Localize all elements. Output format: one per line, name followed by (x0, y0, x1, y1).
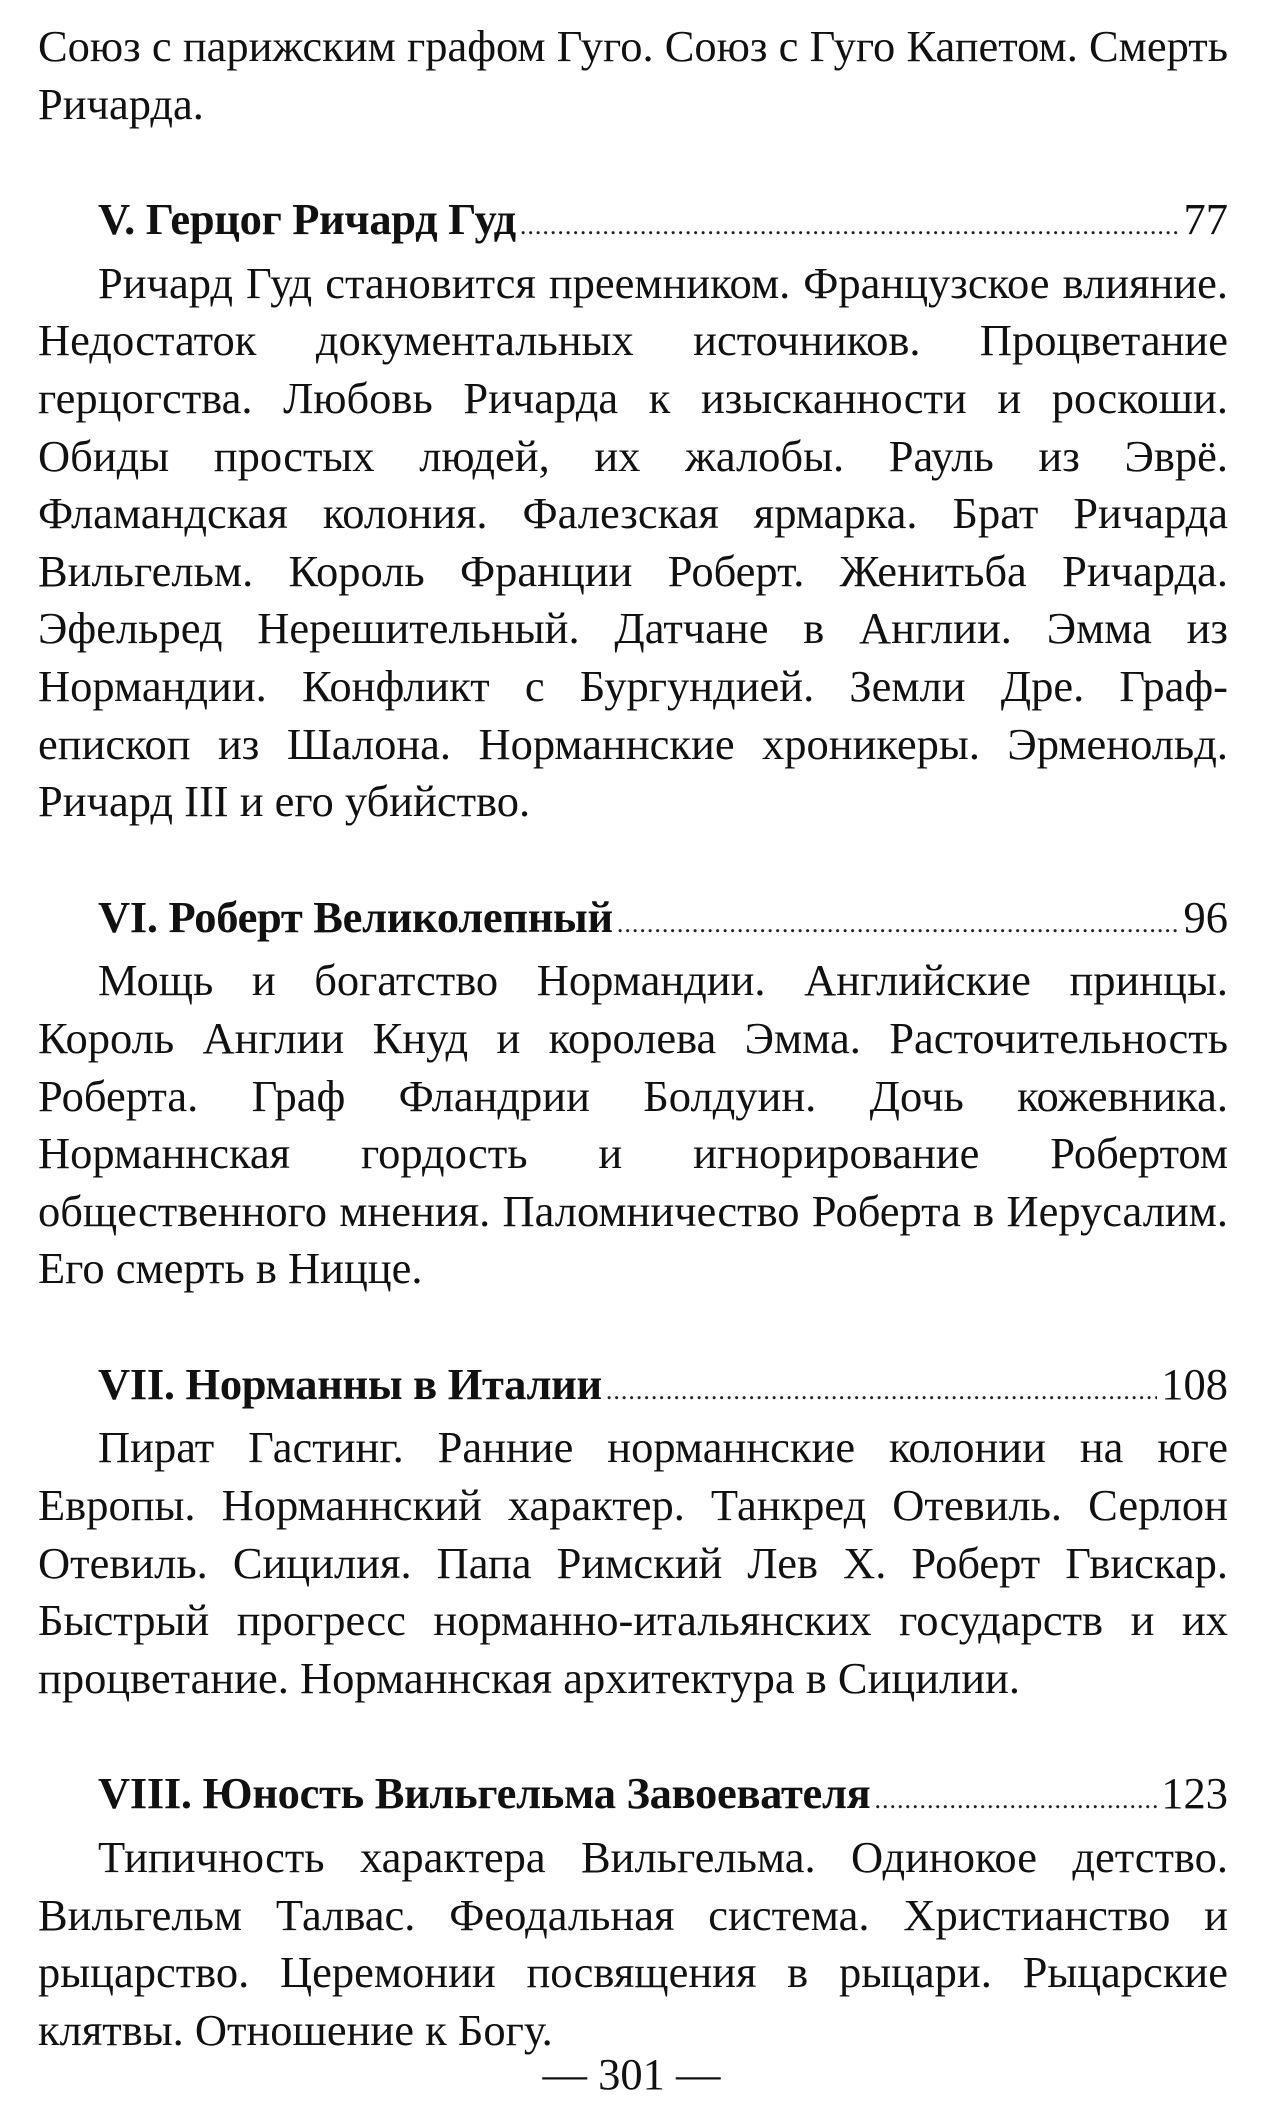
page-number-footer: — 301 — (542, 2049, 721, 2099)
chapter-title: V. Герцог Ричард Гуд (98, 194, 516, 245)
chapter-page-number: 77 (1183, 194, 1228, 245)
chapter-heading[interactable] (38, 191, 1228, 255)
chapter-summary: Мощь и богатство Нормандии. Английские принцы. Король Англии Кнуд и королева Эмма. Расточительность Роберта. Граф Фландрии Болдуин. Дочь кожевника. Норманнская гордость и игнорирование Робертом общественного мнения. Паломничество Роберта в Иерусалим. Его смерть в Ницце. (38, 955, 1228, 1294)
chapter-summary: Типичность характера Вильгельма. Одинокое детство. Вильгельм Талвас. Феодальная система. Христианство и рыцарство. Церемонии посвящения в рыцари. Рыцарские клятвы. Отношение к Богу. (38, 1832, 1228, 2055)
dot-leader (874, 1771, 1157, 1829)
chapter-summary: Ричард Гуд становится преемником. Французское влияние. Недостаток документальных источников. Процветание герцогства. Любовь Ричарда к изысканности и роскоши. Обиды простых людей, их жалобы. Рауль из Эврё. Фламандская колония. Фалезская ярмарка. Брат Ричарда Вильгельм. Король Франции Роберт. Женитьба Ричарда. Эфельред Нерешительный. Датчане в Англии. Эмма из Нормандии. Конфликт с Бургундией. Земли Дре. Граф-епископ из Шалона. Норманнские хроникеры. Эрменольд. Ричард III и его убийство. (38, 257, 1228, 827)
intro-paragraph: Союз с парижским графом Гуго. Союз с Гуго Капетом. Смерть Ричарда. (38, 21, 1228, 129)
dot-leader (617, 895, 1180, 953)
chapter-8 (38, 1765, 1228, 2059)
toc-page-body (38, 18, 1228, 2059)
chapter-page-number: 96 (1183, 891, 1228, 942)
chapter-title: VI. Роберт Великолепный (98, 891, 613, 942)
dot-leader (606, 1362, 1157, 1420)
section-gap (38, 1298, 1228, 1356)
section-gap (38, 133, 1228, 191)
chapter-page-number: 108 (1161, 1358, 1228, 1409)
chapter-6 (38, 889, 1228, 1298)
section-gap (38, 1707, 1228, 1765)
chapter-heading[interactable] (38, 1356, 1228, 1420)
dot-leader (520, 197, 1180, 255)
chapter-title: VIII. Юность Вильгельма Завоевателя (98, 1768, 871, 1819)
chapter-heading[interactable] (38, 889, 1228, 953)
chapter-7 (38, 1356, 1228, 1708)
chapter-page-number: 123 (1161, 1768, 1228, 1819)
chapter-summary: Пират Гастинг. Ранние норманнские колонии на юге Европы. Норманнский характер. Танкред Отевиль. Серлон Отевиль. Сицилия. Папа Римский Лев X. Роберт Гвискар. Быстрый прогресс норманно-итальянских государств и их процветание. Норманнская архитектура в Сицилии. (38, 1422, 1228, 1703)
chapter-heading[interactable] (38, 1765, 1228, 1829)
chapter-title: VII. Норманны в Италии (98, 1358, 602, 1409)
section-gap (38, 831, 1228, 889)
chapter-5 (38, 191, 1228, 831)
